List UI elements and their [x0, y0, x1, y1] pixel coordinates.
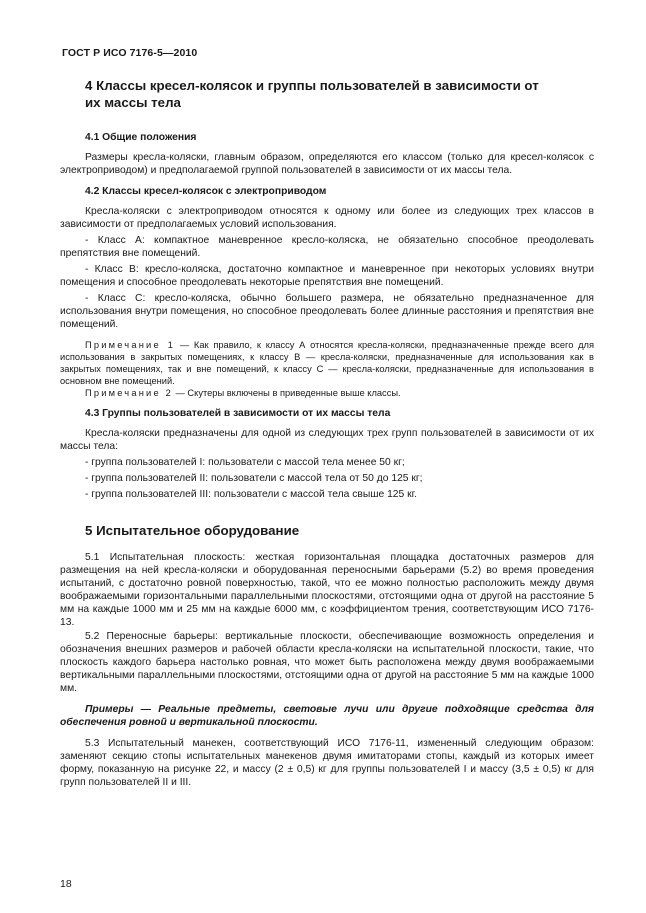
note-2	[60, 387, 594, 399]
standard-code-header: ГОСТ Р ИСО 7176-5—2010	[62, 47, 198, 59]
note-1-label: Примечание 1	[85, 340, 176, 350]
paragraph-5-1: 5.1 Испытательная плоскость: жесткая горизонтальная площадка достаточных размеров для размещения на ней кресла-коляски и оборудованная переносными барьерами (5.2) во время проведения испытаний, с достаточно ровной поверхностью, такой, что ее можно полностью расположить между двумя воображаемыми горизонтальными параллельными плоскостями, отстоящими одна от другой на расстояние 5 мм на каждые 1000 мм и 25 мм на каждые 6000 мм, с коэффициентом трения, соответствующим ИСО 7176-13.	[60, 551, 594, 628]
section-4-2-heading: 4.2 Классы кресел-колясок с электроприводом	[85, 186, 327, 197]
section-4-2-intro: Кресла-коляски с электроприводом относятся к одному или более из следующих трех классов в зависимости от предполагаемых условий использования.	[60, 206, 594, 230]
examples-note: Примеры — Реальные предметы, световые лучи или другие подходящие средства для обеспечения ровной и вертикальной плоскости.	[60, 703, 594, 728]
user-group-1: - группа пользователей I: пользователи с массой тела менее 50 кг;	[85, 457, 405, 468]
note-2-text: — Скутеры включены в приведенные выше классы.	[172, 388, 401, 398]
note-1-text: — Как правило, к классу А относятся кресла-коляски, предназначенные прежде всего для использования в закрытых помещениях, к классу В — кресла-коляски, предназначенные для использования как в закрытых помещениях, так и вне помещений, к классу С — кресла-коляски, предназначенные для использования в основном вне помещений.	[60, 340, 595, 386]
class-c-item: - Класс С: кресло-коляска, обычно большего размера, не обязательно предназначенное для использования внутри помещения, но способное преодолевать более длинные расстояния и препятствия вне помещений.	[60, 293, 594, 330]
note-2-label: Примечание 2	[85, 388, 173, 398]
class-a-item: - Класс А: компактное маневренное кресло-коляска, не обязательно способное преодолевать препятствия вне помещений.	[60, 235, 594, 259]
section-4-1-text: Размеры кресла-коляски, главным образом, определяются его классом (только для кресел-колясок с электроприводом) и предполагаемой группой пользователей в зависимости от их массы тела.	[60, 152, 594, 176]
paragraph-5-2: 5.2 Переносные барьеры: вертикальные плоскости, обеспечивающие возможность определения и обозначения внешних размеров и рабочей области кресла-коляски на испытательной плоскости, такие, что плоскость каждого барьера настолько ровная, что может быть расположена между двумя воображаемыми вертикальными параллельными плоскостями, отстоящими одна от другой на расстояние 5 мм на каждые 1000 мм.	[60, 630, 594, 694]
section-5-heading: 5 Испытательное оборудование	[85, 523, 300, 538]
class-b-item: - Класс В: кресло-коляска, достаточно компактное и маневренное при некоторых условиях внутри помещения и способное преодолевать некоторые препятствия вне помещений.	[60, 264, 594, 288]
user-group-2: - группа пользователей II: пользователи с массой тела от 50 до 125 кг;	[85, 473, 423, 484]
section-4-1-heading: 4.1 Общие положения	[85, 132, 197, 143]
page-content	[60, 78, 594, 789]
section-4-3-heading: 4.3 Группы пользователей в зависимости от их массы тела	[85, 408, 391, 419]
user-group-3: - группа пользователей III: пользователи с массой тела свыше 125 кг.	[85, 489, 417, 500]
section-4-3-intro: Кресла-коляски предназначены для одной из следующих трех групп пользователей в зависимости от их массы тела:	[60, 428, 594, 452]
section-4-heading: 4 Классы кресел-колясок и группы пользователей в зависимости от их массы тела	[85, 78, 539, 110]
note-1	[60, 339, 594, 387]
paragraph-5-3: 5.3 Испытательный манекен, соответствующий ИСО 7176-11, измененный следующим образом: заменяют секцию стопы испытательных манекенов двумя имитаторами стопы, каждый из которых имеет форму, показанную на рисунке 22, и массу (2 ± 0,5) кг для группы пользователей I и массу (3,5 ± 0,5) кг для групп пользователей II и III.	[60, 737, 594, 788]
page-number: 18	[60, 878, 72, 890]
